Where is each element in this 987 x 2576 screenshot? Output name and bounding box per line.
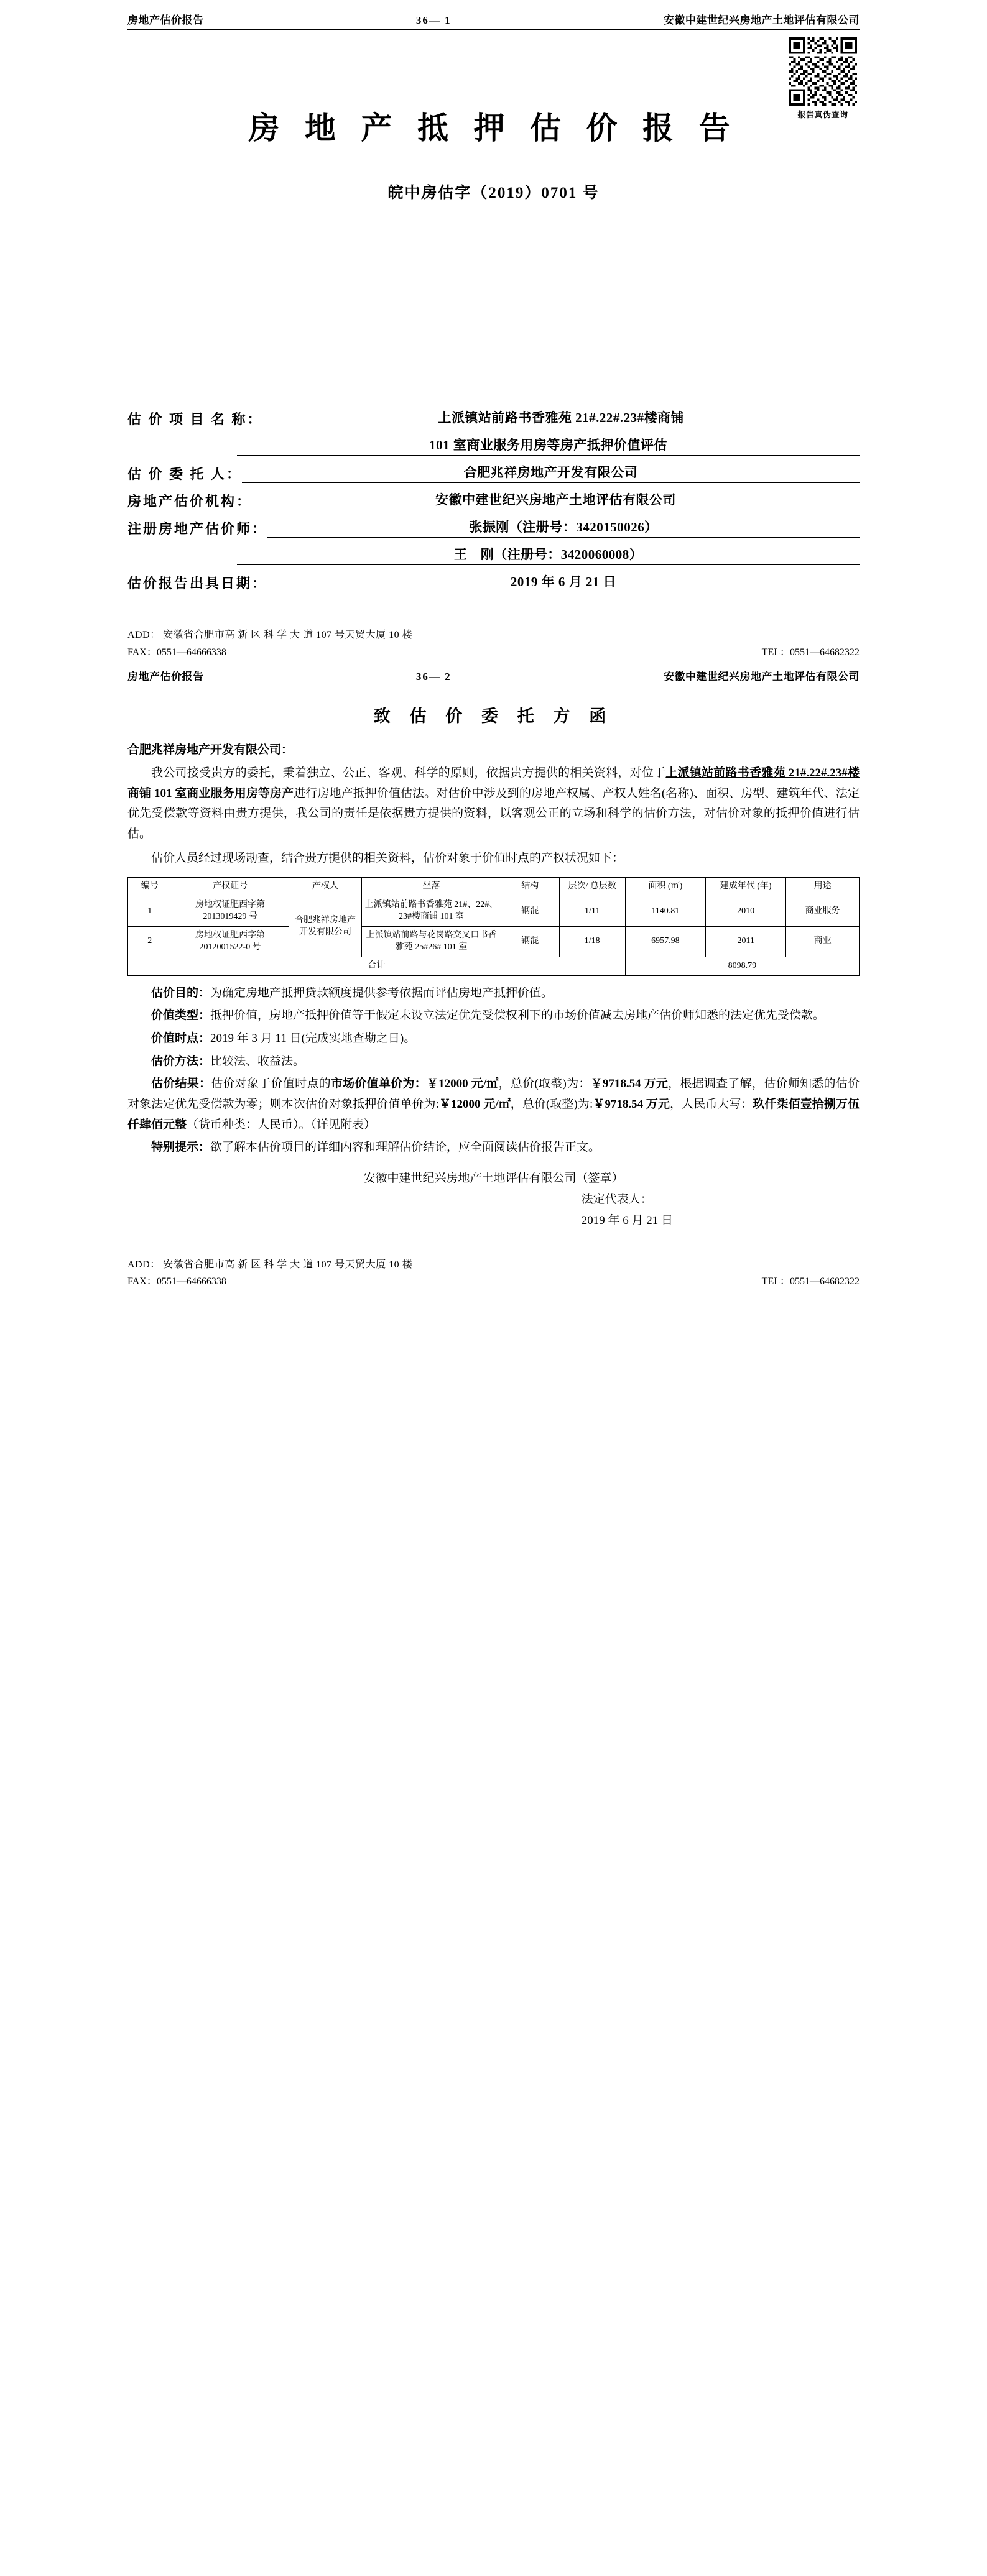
section-label: 价值时点： — [151, 1032, 211, 1046]
header-page-number: 36— 2 — [415, 671, 452, 683]
cell-certificate-no: 房地权证肥西字第 2013019429 号 — [172, 896, 289, 927]
signature-date: 2019 年 6 月 21 日 — [581, 1214, 673, 1228]
footer-fax: FAX：0551—64666338 — [127, 1276, 226, 1287]
running-header-page1 — [127, 11, 860, 30]
table-row — [128, 927, 860, 957]
result-mortgage-unit-price: ￥12000 元/㎡ — [438, 1098, 511, 1111]
page-one — [0, 0, 987, 661]
footer-address: ADD： 安徽省合肥市高 新 区 科 学 大 道 107 号天贸大厦 10 楼 — [127, 1259, 413, 1270]
section-label: 价值类型： — [151, 1009, 211, 1023]
header-company-name: 安徽中建世纪兴房地产土地评估有限公司 — [664, 14, 860, 26]
result-unit-price: 市场价值单价为：￥12000 元/㎡ — [330, 1077, 499, 1091]
result-mortgage-total-price: ￥9718.54 万元 — [593, 1098, 670, 1111]
col-year-built: 建成年代 (年) — [706, 878, 786, 896]
cover-field-agency — [127, 490, 860, 510]
section-result — [127, 1074, 860, 1135]
cover-field-value: 王 刚（注册号：3420060008） — [237, 545, 860, 565]
cell-index: 2 — [128, 927, 172, 957]
para1-property-highlight: 上派镇站前路书香雅苑 21#.22#.23#楼商铺 101 室商业服务用房等房产 — [127, 766, 860, 800]
section-text: 为确定房地产抵押贷款额度提供参考依据而评估房地产抵押价值。 — [210, 986, 554, 1000]
col-owner: 产权人 — [289, 878, 362, 896]
cell-owner: 合肥兆祥房地产开发有限公司 — [289, 896, 362, 957]
section-label: 估价方法： — [151, 1054, 211, 1068]
qr-caption: 报告真伪查询 — [797, 110, 848, 119]
cell-year-built: 2010 — [706, 896, 786, 927]
col-certificate-no: 产权证号 — [172, 878, 289, 896]
cover-field-issue-date — [127, 572, 860, 592]
section-text: 比较法、收益法。 — [210, 1054, 305, 1068]
col-floor: 层次/ 总层数 — [559, 878, 625, 896]
cover-field-value: 张振刚（注册号：3420150026） — [267, 517, 860, 538]
para1-part-c: 进行房地产抵押价值估法。对估价中涉及到的房地产权属、产权人姓名(名称)、面积、房型、建筑年代、法定优先受偿款等资料由贵方提供，我公司的责任是依据贵方提供的资料，以客观公正的立场和科学的估价方法，对估价对象的抵押价值进行估估。 — [127, 786, 860, 841]
letter-addressee: 合肥兆祥房地产开发有限公司： — [127, 743, 294, 757]
header-left-text: 房地产估价报告 — [127, 14, 204, 26]
cover-field-label: 注册房地产估价师： — [127, 521, 268, 536]
cover-field-value: 2019 年 6 月 21 日 — [267, 572, 860, 592]
property-table — [127, 877, 860, 975]
cell-floor: 1/11 — [559, 896, 625, 927]
qr-code-block — [786, 37, 860, 120]
cover-field-value: 安徽中建世纪兴房地产土地评估有限公司 — [252, 490, 860, 510]
section-notice — [127, 1138, 860, 1158]
table-header-row — [128, 878, 860, 896]
result-text-1: 估价对象于价值时点的 — [211, 1077, 331, 1091]
cover-field-list — [127, 408, 860, 592]
notice-label: 特别提示： — [151, 1141, 211, 1154]
result-text-3: ，根据调查了解，估价师知悉的估价对象法定优先受偿款为零；则本次估价对象抵押价值单价为: — [127, 1077, 860, 1111]
page-title: 房 地 产 抵 押 估 价 报 告 — [248, 111, 739, 145]
signature-company: 安徽中建世纪兴房地产土地评估有限公司（签章） — [363, 1172, 624, 1185]
total-value: 8098.79 — [625, 957, 859, 975]
col-usage: 用途 — [786, 878, 860, 896]
footer-tel: TEL：0551—64682322 — [761, 1276, 860, 1287]
page-two — [0, 661, 987, 1290]
footer-page2 — [127, 1251, 860, 1290]
letter-paragraph-2: 估价人员经过现场勘查，结合贵方提供的相关资料，估价对象于价值时点的产权状况如下： — [151, 851, 624, 865]
qr-code-icon — [789, 37, 857, 106]
running-header-page2 — [127, 668, 860, 686]
section-text: 2019 年 3 月 11 日(完成实地查勘之日)。 — [210, 1032, 416, 1046]
cover-field-appraiser-2 — [127, 545, 860, 565]
cell-index: 1 — [128, 896, 172, 927]
cell-usage: 商业 — [786, 927, 860, 957]
section-method — [127, 1052, 860, 1072]
document-number: 皖中房估字（2019）0701 号 — [387, 185, 600, 201]
cell-year-built: 2011 — [706, 927, 786, 957]
letter-paragraph-1 — [127, 763, 860, 845]
col-index: 编号 — [128, 878, 172, 896]
footer-fax: FAX：0551—64666338 — [127, 647, 226, 658]
total-label: 合计 — [128, 957, 626, 975]
letter-title: 致 估 价 委 托 方 函 — [373, 707, 614, 725]
cover-field-label: 估 价 项 目 名 称： — [127, 412, 263, 427]
cover-field-value: 合肥兆祥房地产开发有限公司 — [242, 462, 860, 483]
result-text-5: ，人民币大写： — [670, 1098, 753, 1111]
section-text: 抵押价值，房地产抵押价值等于假定未设立法定优先受偿权利下的市场价值减去房地产估价师知悉的法定优先受偿款。 — [210, 1009, 825, 1023]
cover-field-label: 估价报告出具日期： — [127, 576, 268, 591]
section-label: 估价目的： — [151, 986, 211, 1000]
cell-location: 上派镇站前路书香雅苑 21#、22#、23#楼商铺 101 室 — [362, 896, 501, 927]
header-company-name: 安徽中建世纪兴房地产土地评估有限公司 — [664, 671, 860, 683]
cover-field-label: 房地产估价机构： — [127, 494, 253, 509]
header-page-number: 36— 1 — [415, 14, 452, 26]
header-left-text: 房地产估价报告 — [127, 671, 204, 683]
table-total-row — [128, 957, 860, 975]
cell-structure: 钢混 — [501, 927, 559, 957]
signature-legal-representative: 法定代表人： — [581, 1193, 652, 1207]
cell-area: 1140.81 — [625, 896, 705, 927]
section-value-date — [127, 1029, 860, 1049]
cell-floor: 1/18 — [559, 927, 625, 957]
cell-usage: 商业服务 — [786, 896, 860, 927]
cover-field-appraiser-1 — [127, 517, 860, 538]
cover-field-project-name — [127, 408, 860, 428]
result-total-price: ￥9718.54 万元 — [590, 1077, 669, 1091]
cell-location: 上派镇站前路与花岗路交叉口书香雅苑 25#26# 101 室 — [362, 927, 501, 957]
result-text-6: （货币种类：人民币）。（详见附表） — [187, 1118, 376, 1131]
result-label: 估价结果： — [151, 1077, 211, 1091]
cell-area: 6957.98 — [625, 927, 705, 957]
signature-block — [127, 1168, 860, 1232]
footer-tel: TEL：0551—64682322 — [761, 647, 860, 658]
col-structure: 结构 — [501, 878, 559, 896]
section-value-type — [127, 1006, 860, 1026]
cover-field-value: 101 室商业服务用房等房产抵押价值评估 — [237, 435, 860, 456]
para1-part-a: 我公司接受贵方的委托，秉着独立、公正、客观、科学的原则，依据贵方提供的相关资料，对位于 — [151, 766, 666, 780]
cover-field-value: 上派镇站前路书香雅苑 21#.22#.23#楼商铺 — [263, 408, 860, 428]
notice-text: 欲了解本估价项目的详细内容和理解估价结论，应全面阅读估价报告正文。 — [210, 1141, 601, 1154]
result-amount-in-words: 玖仟柒佰壹拾捌万伍仟肆佰元整 — [127, 1098, 860, 1131]
cover-field-label: 估 价 委 托 人： — [127, 466, 243, 482]
col-area: 面积 (㎡) — [625, 878, 705, 896]
cover-field-project-name-cont — [127, 435, 860, 456]
footer-address: ADD： 安徽省合肥市高 新 区 科 学 大 道 107 号天贸大厦 10 楼 — [127, 630, 413, 640]
result-text-2: ，总价(取整)为： — [498, 1077, 591, 1091]
cover-field-client — [127, 462, 860, 483]
cell-structure: 钢混 — [501, 896, 559, 927]
table-row — [128, 896, 860, 927]
cell-certificate-no: 房地权证肥西字第 2012001522-0 号 — [172, 927, 289, 957]
col-location: 坐落 — [362, 878, 501, 896]
section-purpose — [127, 983, 860, 1004]
result-text-4: ，总价(取整)为: — [510, 1098, 593, 1111]
footer-page1 — [127, 627, 860, 661]
